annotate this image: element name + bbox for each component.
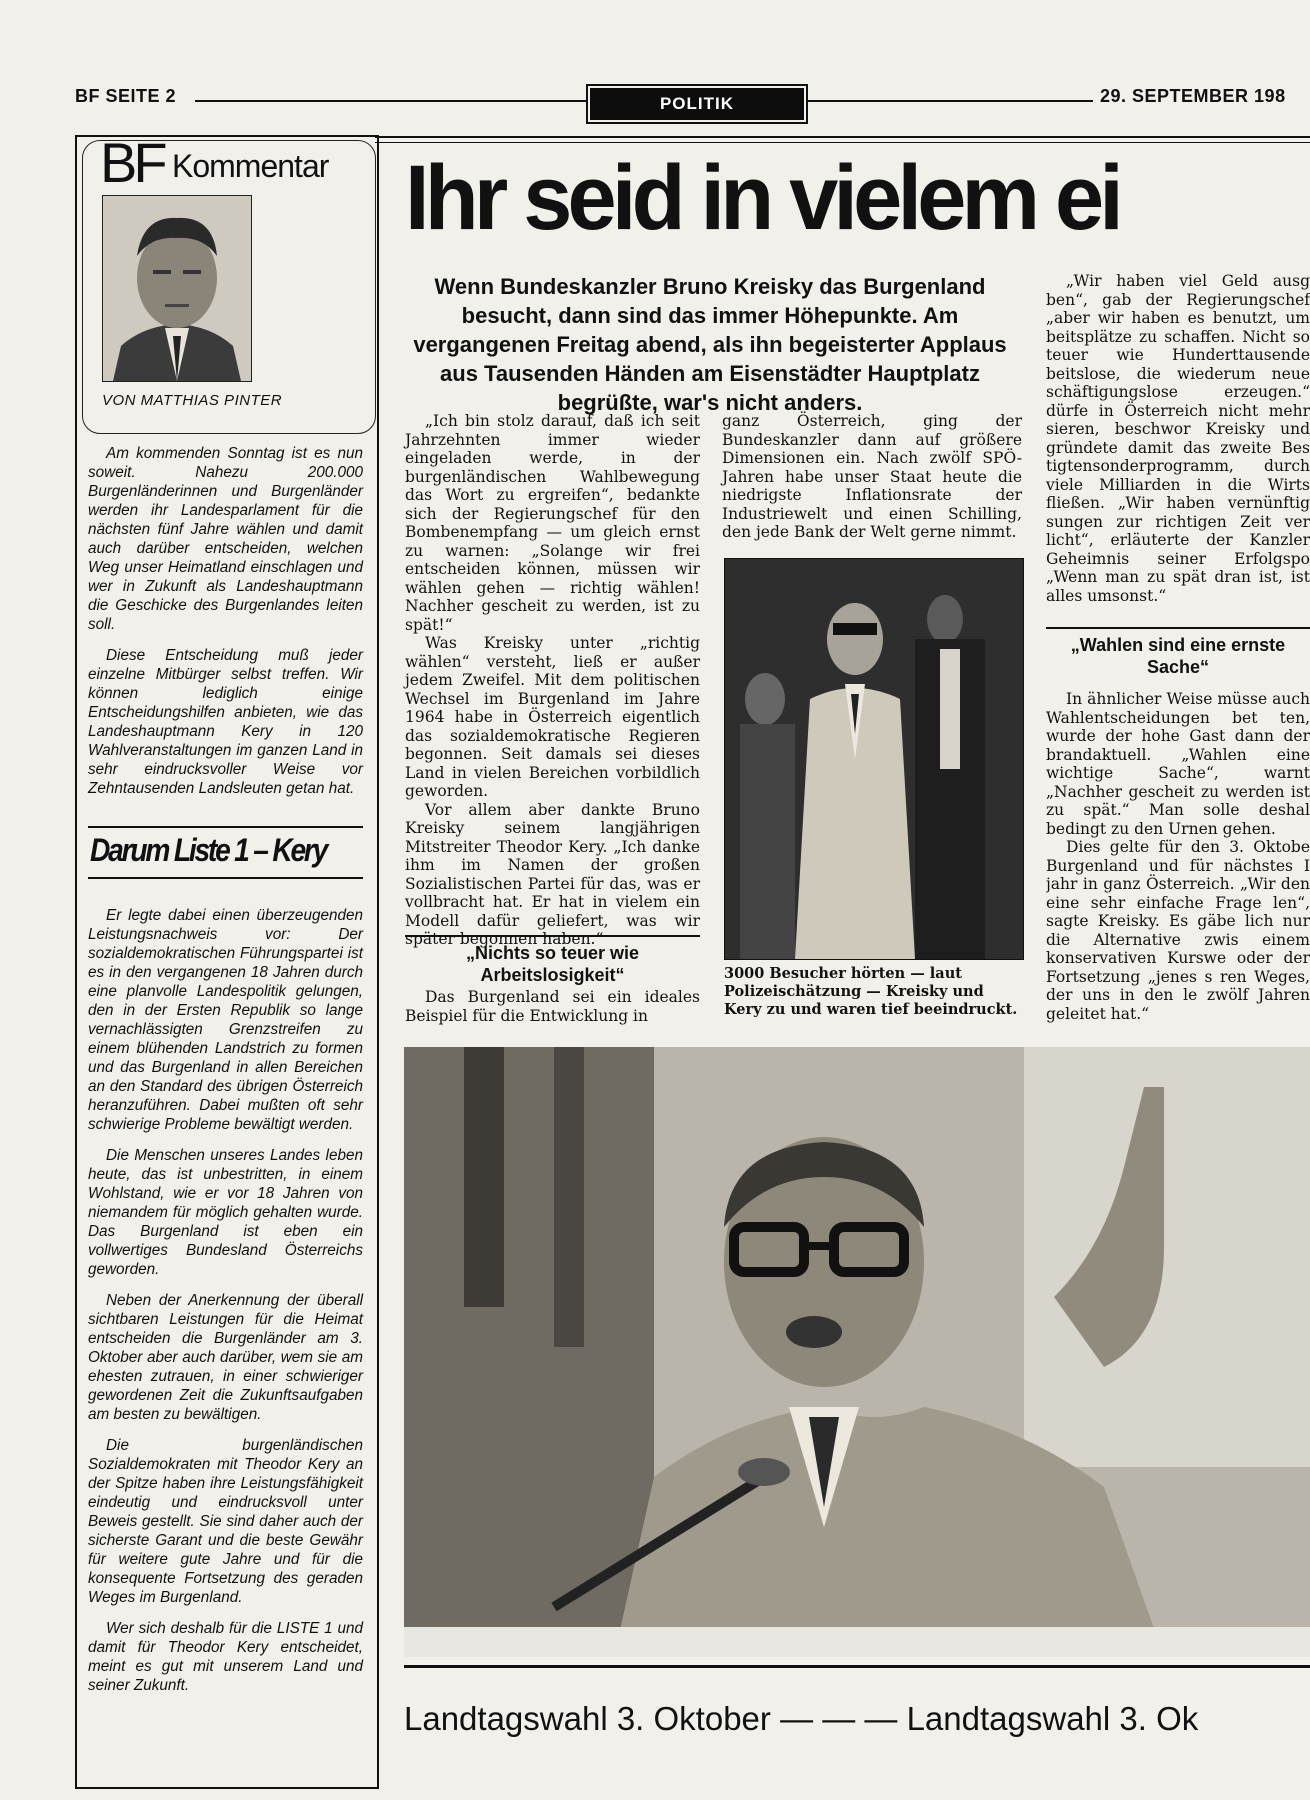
issue-date: 29. SEPTEMBER 198 (1100, 86, 1286, 106)
article-lead: Wenn Bundeskanzler Bruno Kreisky das Burgenland besucht, dann sind das immer Höhepunkte. Am vergangenen Freitag abend, als ihn begeisterter Applaus aus Tausenden Händen am Eisenstädter Hauptplatz begrüßte, war's nicht anders. (413, 274, 1007, 415)
article-paragraph: ganz Österreich, ging der Bundeskanzler dann auf größere Dimensionen ein. Nach zwölf SPÖ-Jahren habe unser Staat heute die niedrigste Inflationsrate der Industriewelt und einen Schilling, den jede Bank der Welt gerne nimmt. (722, 412, 1022, 541)
subhead-rule-bottom (88, 877, 363, 879)
kommentar-text-a (88, 444, 363, 810)
article-paragraph: „Ich bin stolz darauf, daß ich seit Jahrzehnten immer wieder eingeladen werde, in der burgenländischen Wahlbewegung das Wort zu ergreifen“, bedankte sich der Regierungschef für den Bombenempfang — um gleich ernst zu warnen: „Solange wir frei entscheiden können, müssen wir wählen gehen — richtig wählen! Nachher gescheit zu werden, ist zu spät!“ (405, 412, 700, 634)
article-headline: Ihr seid in vielem ei (405, 148, 1120, 248)
kommentar-brand-bf: BF (100, 131, 164, 194)
article-column-3-continued (1046, 690, 1310, 1023)
article-subhead-1: „Nichts so teuer wie Arbeitslosigkeit“ (405, 935, 700, 986)
photo-caption: 3000 Besucher hörten — laut Polizeischätzung — Kreisky und Kery zu und waren tief beeindruckt. (724, 965, 1018, 1018)
article-paragraph: In ähnlicher Weise müsse auch Wahlentscheidungen bet ten, wurde der hohe Gast dann der brandaktuell. „Wahlen eine wichtige Sache“, warnt „Nachher gescheit zu werden ist zu spät.“ Man solle deshal bedingt zu den Urnen gehen. (1046, 690, 1310, 838)
election-banner: Landtagswahl 3. Oktober — — — Landtagswahl 3. Ok (404, 1700, 1199, 1737)
article-rule (375, 136, 1310, 138)
kommentar-paragraph: Er legte dabei einen überzeugenden Leistungsnachweis vor: Der sozialdemokratischen Führungspartei ist es in den vergangenen 18 Jahren durch eine planvolle Landespolitik gelungen, den in der Ersten Republik so lange vernachlässigten Grenzstreifen zu einem blühenden Landstrich zu formen und das Burgenland in allen Bereichen an den Standard des übrigen Österreich heranzuführen. Dabei mußten oft sehr schwierige Probleme bewältigt werden. (88, 907, 363, 1133)
article-column-3 (1046, 272, 1310, 605)
kommentar-paragraph: Wer sich deshalb für die LISTE 1 und damit für Theodor Kery entscheidet, meint es gut mit unserem Land und seiner Zukunft. (88, 1620, 363, 1694)
kommentar-paragraph: Diese Entscheidung muß jeder einzelne Mitbürger selbst treffen. Wir können lediglich einige Entscheidungshilfen anbieten, wie das Landeshauptmann Kery in 120 Wahlveranstaltungen im ganzen Land in sehr eindrucksvoller Weise vor Zehntausenden Landsleuten getan hat. (88, 647, 363, 797)
banner-rule (404, 1665, 1310, 1668)
article-paragraph: Das Burgenland sei ein ideales Beispiel für die Entwicklung in (405, 988, 700, 1025)
kommentar-brand-word: Kommentar (172, 148, 329, 184)
article-column-1-continued (405, 988, 700, 1025)
kommentar-text-b (88, 906, 363, 1707)
crowd-photo (724, 558, 1024, 960)
article-column-2 (722, 412, 1022, 542)
header-rule-left (195, 100, 587, 102)
article-paragraph: Vor allem aber dankte Bruno Kreisky seinem langjährigen Mitstreiter Theodor Kery. „Ich danke ihm im Namen der großen Sozialistischen Partei für das, was er vollbracht hat. Er hat in vielem ein Modell dafür geliefert, was wir später begonnen haben.“ (405, 800, 700, 948)
article-paragraph: Dies gelte für den 3. Oktobe Burgenland und für nächstes I jahr in ganz Österreich. „Wir den eine sehr einfache Frage len“, sagte Kreisky. Es gäbe lich nur die Alternative zwis einem konservativen Kurswe oder der Fortsetzung „jenes s ren Weges, der uns in den le zwölf Jahren geleitet hat.“ (1046, 838, 1310, 1023)
header-rule-right (808, 100, 1093, 102)
kommentar-paragraph: Neben der Anerkennung der überall sichtbaren Leistungen für die Heimat entscheiden die Burgenländer am 3. Oktober aber auch darüber, wem sie am ehesten zutrauen, in einer schwieriger gewordenen Zeit die Zukunftsaufgaben am besten zu bewältigen. (88, 1292, 363, 1423)
kommentar-paragraph: Die burgenländischen Sozialdemokraten mit Theodor Kery an der Spitze haben ihre Leistungsfähigkeit eindeutig und eindrucksvoll unter Beweis gestellt. Sie sind daher auch der sicherste Garant und die beste Gewähr für weitere gute Jahre und für die konsequente Fortsetzung des geraden Weges im Burgenland. (88, 1437, 363, 1606)
subhead-rule-top (88, 826, 363, 828)
article-column-1 (405, 412, 700, 949)
article-paragraph: Was Kreisky unter „richtig wählen“ versteht, ließ er außer jedem Zweifel. Mit dem politischen Wechsel im Burgenland im Jahre 1964 habe in Österreich eigentlich das sozialdemokratische Regieren begonnen. Seit damals sei dieses Land in vielen Bereichen vorbildlich geworden. (405, 634, 700, 800)
author-portrait (102, 195, 252, 382)
article-rule-thin (375, 142, 1310, 143)
kommentar-subhead: Darum Liste 1 – Kery (90, 832, 327, 868)
kommentar-paragraph: Die Menschen unseres Landes leben heute, das ist unbestritten, in einem Wohlstand, wie er vor 18 Jahren von niemandem für möglich gehalten wurde. Das Burgenland ist eben ein vollwertiges Bundesland Österreichs geworden. (88, 1147, 363, 1278)
page-label: BF SEITE 2 (75, 86, 177, 106)
article-paragraph: „Wir haben viel Geld ausg ben“, gab der Regierungschef „aber wir haben es benutzt, um beitsplätze zu schaffen. Nicht so teuer wie Hunderttausende beitslose, die wiederum neue schäftigungslose erzeugen.“ dürfe in Österreich nicht mehr sieren, beschwor Kreisky und gründete damit das zweite Bes tigtensonderprogramm, durch viele Milliarden in die Wirts fließen. „Wir haben vernünftig sungen zur richtigen Zeit ver licht“, erläuterte der Kanzler Geheimnis seiner Erfolgspo „Wenn man zu spät dran ist, ist alles umsonst.“ (1046, 272, 1310, 605)
author-byline: VON MATTHIAS PINTER (102, 392, 283, 409)
kommentar-paragraph: Am kommenden Sonntag ist es nun soweit. Nahezu 200.000 Burgenländerinnen und Burgenländer werden ihr Landesparlament für die nächsten fünf Jahre wählen und damit auch darüber entscheiden, welchen Weg unser Heimatland einschlagen und wer in Zukunft als Landeshauptmann die Geschicke des Burgenlandes leiten soll. (88, 445, 363, 633)
section-label: POLITIK (590, 88, 804, 120)
kreisky-speech-photo (404, 1047, 1310, 1657)
article-subhead-2: „Wahlen sind eine ernste Sache“ (1046, 627, 1310, 678)
